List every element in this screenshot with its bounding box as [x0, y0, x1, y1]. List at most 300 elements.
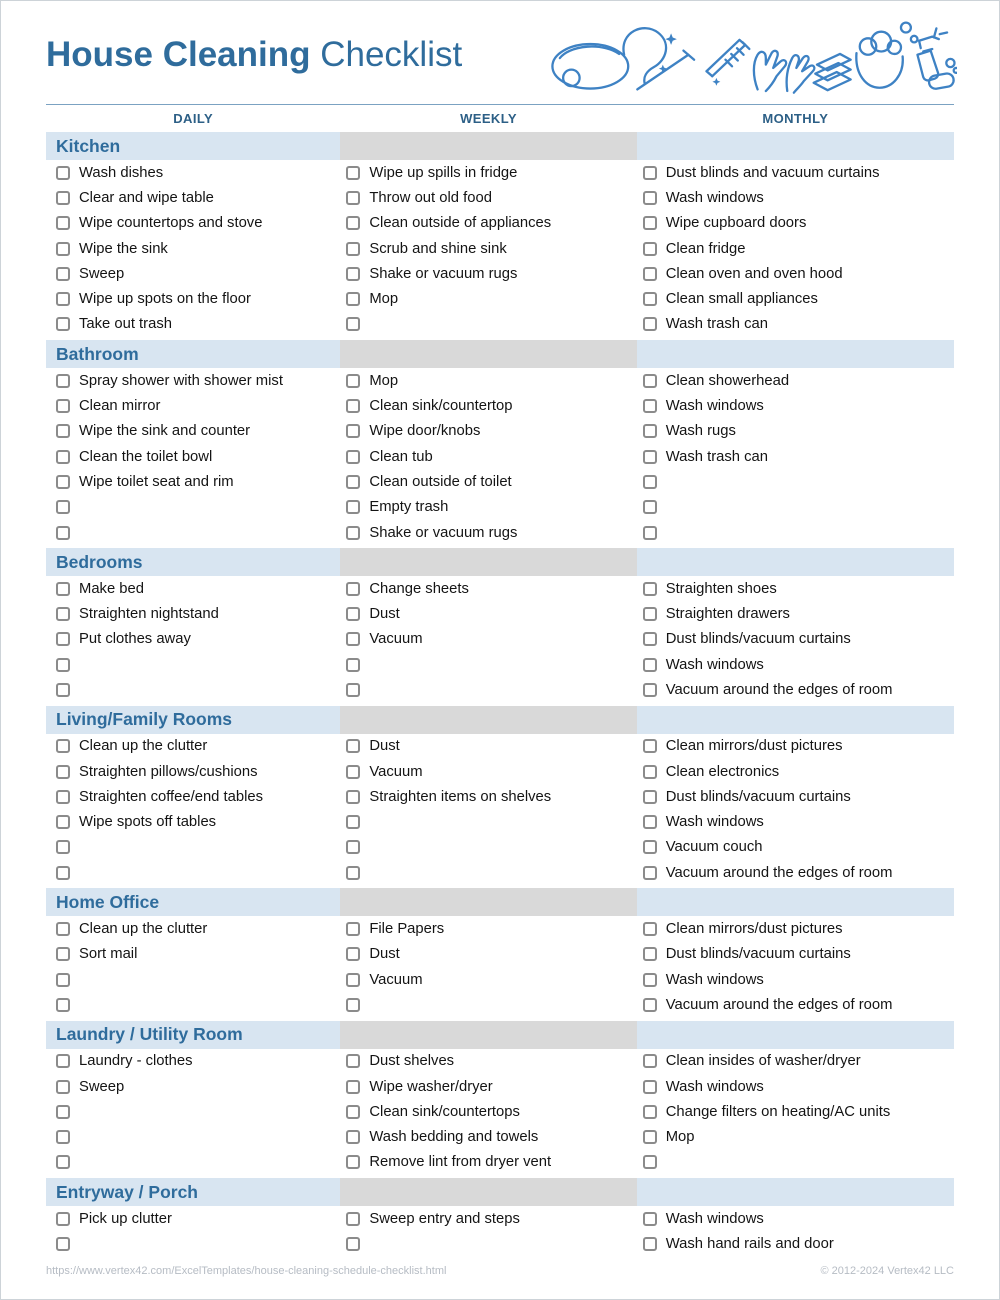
task-label: Wipe cupboard doors [665, 215, 807, 232]
section-band-cell-weekly [340, 1178, 636, 1206]
section-band-cell-monthly [637, 340, 954, 368]
column-header-daily: DAILY [173, 111, 214, 126]
checkbox-bathroom-daily-7[interactable] [56, 526, 70, 540]
task-cell-monthly [637, 1074, 954, 1099]
task-label: Dust shelves [369, 1053, 455, 1070]
checkbox-kitchen-daily-1[interactable] [56, 166, 70, 180]
task-label: Clean mirrors/dust pictures [665, 921, 843, 938]
task-label: Straighten nightstand [79, 606, 219, 623]
checkbox-home-office-monthly-2[interactable] [643, 947, 657, 961]
checkbox-laundry-utility-room-daily-2[interactable] [56, 1080, 70, 1094]
checkbox-home-office-weekly-2[interactable] [346, 947, 360, 961]
task-label: Clear and wipe table [79, 189, 214, 206]
checkbox-home-office-monthly-1[interactable] [643, 922, 657, 936]
checkbox-laundry-utility-room-monthly-1[interactable] [643, 1054, 657, 1068]
column-header-weekly: WEEKLY [460, 111, 517, 126]
checkbox-bedrooms-daily-1[interactable] [56, 582, 70, 596]
task-cell-daily [46, 1125, 340, 1150]
sparkles-icon [659, 33, 720, 85]
task-label: Wipe washer/dryer [369, 1078, 493, 1095]
checkbox-kitchen-weekly-2[interactable] [346, 191, 360, 205]
checkbox-bedrooms-monthly-4[interactable] [643, 658, 657, 672]
task-cell-weekly [340, 393, 636, 418]
section-band-cell-monthly [637, 132, 954, 160]
checkbox-living-family-rooms-weekly-4[interactable] [346, 815, 360, 829]
section-band-cell-weekly [340, 706, 636, 734]
section-title-bedrooms: Bedrooms [56, 551, 143, 572]
task-label: Wipe up spots on the floor [79, 291, 251, 308]
task-label: Clean up the clutter [79, 921, 208, 938]
checkbox-kitchen-monthly-6[interactable] [643, 292, 657, 306]
checkbox-home-office-daily-1[interactable] [56, 922, 70, 936]
task-cell-monthly [637, 1206, 954, 1231]
task-label: Change filters on heating/AC units [665, 1103, 891, 1120]
task-label: Vacuum [369, 631, 423, 648]
gloves-icon [754, 51, 786, 91]
task-cell-daily [46, 1150, 340, 1175]
task-cell-weekly [340, 942, 636, 967]
checkbox-living-family-rooms-weekly-2[interactable] [346, 765, 360, 779]
checkbox-laundry-utility-room-monthly-4[interactable] [643, 1130, 657, 1144]
task-row [46, 160, 954, 185]
task-cell-daily [46, 677, 340, 702]
checkbox-living-family-rooms-weekly-1[interactable] [346, 739, 360, 753]
task-cell-monthly [637, 677, 954, 702]
footer [46, 1265, 954, 1277]
task-cell-monthly [637, 835, 954, 860]
task-label: Clean sink/countertop [369, 398, 513, 415]
task-label: Mop [665, 1129, 695, 1146]
task-label: Clean outside of toilet [369, 473, 512, 490]
task-row [46, 1099, 954, 1124]
checkbox-home-office-daily-4[interactable] [56, 998, 70, 1012]
checkbox-living-family-rooms-monthly-6[interactable] [643, 866, 657, 880]
section-band-cell-daily [46, 706, 340, 734]
checkbox-kitchen-daily-6[interactable] [56, 292, 70, 306]
task-label: Clean electronics [665, 763, 780, 780]
checkbox-kitchen-daily-3[interactable] [56, 216, 70, 230]
checkbox-laundry-utility-room-monthly-5[interactable] [643, 1155, 657, 1169]
section-band-living-family-rooms [46, 706, 954, 734]
task-row [46, 967, 954, 992]
task-cell-weekly [340, 734, 636, 759]
task-row [46, 393, 954, 418]
checkbox-laundry-utility-room-daily-4[interactable] [56, 1130, 70, 1144]
task-cell-daily [46, 160, 340, 185]
task-cell-weekly [340, 368, 636, 393]
task-cell-monthly [637, 185, 954, 210]
checkbox-bathroom-daily-1[interactable] [56, 374, 70, 388]
task-label: Sweep entry and steps [369, 1210, 520, 1227]
checkbox-laundry-utility-room-monthly-3[interactable] [643, 1105, 657, 1119]
checkbox-bathroom-weekly-7[interactable] [346, 526, 360, 540]
task-cell-daily [46, 576, 340, 601]
task-cell-weekly [340, 1049, 636, 1074]
task-label: Empty trash [369, 499, 449, 516]
task-label: Mop [369, 372, 399, 389]
task-cell-monthly [637, 368, 954, 393]
checkbox-bathroom-daily-4[interactable] [56, 450, 70, 464]
checkbox-living-family-rooms-weekly-3[interactable] [346, 790, 360, 804]
task-label: Clean mirror [79, 398, 161, 415]
task-cell-weekly [340, 759, 636, 784]
checkbox-bathroom-weekly-3[interactable] [346, 424, 360, 438]
section-title-bathroom: Bathroom [56, 343, 139, 364]
task-row [46, 1231, 954, 1256]
task-cell-weekly [340, 419, 636, 444]
section-band-cell-weekly [340, 548, 636, 576]
checkbox-entryway-porch-monthly-1[interactable] [643, 1212, 657, 1226]
task-label: Wash windows [665, 1210, 764, 1227]
checkbox-entryway-porch-weekly-2[interactable] [346, 1237, 360, 1251]
task-label: Vacuum around the edges of room [665, 864, 893, 881]
task-row [46, 185, 954, 210]
task-cell-weekly [340, 967, 636, 992]
checkbox-kitchen-daily-7[interactable] [56, 317, 70, 331]
task-cell-weekly [340, 810, 636, 835]
task-label: Laundry - clothes [79, 1053, 193, 1070]
task-label: Wipe the sink and counter [79, 423, 251, 440]
task-label: Clean tub [369, 448, 433, 465]
section-band-cell-daily [46, 888, 340, 916]
checkbox-laundry-utility-room-daily-3[interactable] [56, 1105, 70, 1119]
checkbox-bedrooms-weekly-5[interactable] [346, 683, 360, 697]
task-label: Dust blinds and vacuum curtains [665, 164, 880, 181]
section-band-cell-monthly [637, 548, 954, 576]
checkbox-bedrooms-daily-5[interactable] [56, 683, 70, 697]
checkbox-bedrooms-daily-4[interactable] [56, 658, 70, 672]
task-row [46, 211, 954, 236]
task-cell-monthly [637, 419, 954, 444]
checkbox-bathroom-monthly-7[interactable] [643, 526, 657, 540]
checkbox-laundry-utility-room-weekly-4[interactable] [346, 1130, 360, 1144]
task-cell-monthly [637, 1099, 954, 1124]
checkbox-kitchen-monthly-4[interactable] [643, 242, 657, 256]
section-band-cell-monthly [637, 1021, 954, 1049]
task-label: Wash trash can [665, 448, 768, 465]
checkbox-kitchen-monthly-5[interactable] [643, 267, 657, 281]
checkbox-laundry-utility-room-daily-5[interactable] [56, 1155, 70, 1169]
checkbox-entryway-porch-monthly-2[interactable] [643, 1237, 657, 1251]
task-cell-monthly [637, 393, 954, 418]
title-light: Checklist [310, 35, 463, 74]
checkbox-bathroom-monthly-1[interactable] [643, 374, 657, 388]
task-cell-monthly [637, 469, 954, 494]
section-band-bathroom [46, 340, 954, 368]
checkbox-home-office-weekly-3[interactable] [346, 973, 360, 987]
task-label: Straighten coffee/end tables [79, 788, 264, 805]
section-band-cell-daily [46, 132, 340, 160]
checkbox-bedrooms-weekly-1[interactable] [346, 582, 360, 596]
task-label: Sweep [79, 265, 125, 282]
task-cell-weekly [340, 601, 636, 626]
checkbox-laundry-utility-room-weekly-1[interactable] [346, 1054, 360, 1068]
checkbox-home-office-daily-2[interactable] [56, 947, 70, 961]
title-bold: House Cleaning [46, 35, 311, 74]
section-band-laundry-utility-room [46, 1021, 954, 1049]
bucket-icon [856, 53, 902, 88]
checkbox-kitchen-daily-5[interactable] [56, 267, 70, 281]
task-cell-daily [46, 286, 340, 311]
task-cell-daily [46, 495, 340, 520]
checkbox-bedrooms-weekly-4[interactable] [346, 658, 360, 672]
checkbox-kitchen-daily-4[interactable] [56, 242, 70, 256]
task-cell-daily [46, 1074, 340, 1099]
checkbox-home-office-monthly-4[interactable] [643, 998, 657, 1012]
checkbox-bathroom-weekly-1[interactable] [346, 374, 360, 388]
task-cell-daily [46, 942, 340, 967]
checkbox-bedrooms-daily-3[interactable] [56, 632, 70, 646]
task-cell-weekly [340, 1125, 636, 1150]
task-cell-monthly [637, 236, 954, 261]
checkbox-living-family-rooms-daily-6[interactable] [56, 866, 70, 880]
checkbox-living-family-rooms-daily-1[interactable] [56, 739, 70, 753]
section-band-cell-weekly [340, 888, 636, 916]
checkbox-kitchen-weekly-3[interactable] [346, 216, 360, 230]
task-label: Wipe door/knobs [369, 423, 481, 440]
checkbox-bathroom-weekly-2[interactable] [346, 399, 360, 413]
checkbox-kitchen-monthly-2[interactable] [643, 191, 657, 205]
task-label: Wipe up spills in fridge [369, 164, 518, 181]
checkbox-kitchen-weekly-6[interactable] [346, 292, 360, 306]
task-cell-monthly [637, 160, 954, 185]
task-cell-daily [46, 992, 340, 1017]
task-label: Sort mail [79, 946, 138, 963]
task-cell-weekly [340, 469, 636, 494]
checkbox-bathroom-weekly-4[interactable] [346, 450, 360, 464]
soap-icon [928, 72, 955, 89]
checkbox-living-family-rooms-daily-3[interactable] [56, 790, 70, 804]
task-cell-weekly [340, 312, 636, 337]
task-cell-daily [46, 601, 340, 626]
task-cell-daily [46, 916, 340, 941]
task-row [46, 419, 954, 444]
checkbox-home-office-daily-3[interactable] [56, 973, 70, 987]
task-cell-monthly [637, 916, 954, 941]
task-cell-weekly [340, 1150, 636, 1175]
checkbox-bedrooms-daily-2[interactable] [56, 607, 70, 621]
task-cell-daily [46, 368, 340, 393]
task-cell-weekly [340, 1231, 636, 1256]
task-label: Sweep [79, 1078, 125, 1095]
task-label: Wash dishes [79, 164, 164, 181]
task-cell-monthly [637, 734, 954, 759]
checkbox-home-office-monthly-3[interactable] [643, 973, 657, 987]
checkbox-living-family-rooms-daily-2[interactable] [56, 765, 70, 779]
task-label: Wipe countertops and stove [79, 215, 263, 232]
task-label: Clean small appliances [665, 291, 818, 308]
checkbox-bathroom-weekly-6[interactable] [346, 500, 360, 514]
checkbox-bedrooms-weekly-3[interactable] [346, 632, 360, 646]
task-cell-weekly [340, 1074, 636, 1099]
checkbox-kitchen-monthly-3[interactable] [643, 216, 657, 230]
task-row [46, 992, 954, 1017]
task-label: Wipe toilet seat and rim [79, 473, 234, 490]
checkbox-bedrooms-monthly-1[interactable] [643, 582, 657, 596]
task-cell-monthly [637, 1231, 954, 1256]
checkbox-bathroom-monthly-4[interactable] [643, 450, 657, 464]
checkbox-living-family-rooms-daily-4[interactable] [56, 815, 70, 829]
task-cell-weekly [340, 1099, 636, 1124]
task-row [46, 601, 954, 626]
checkbox-entryway-porch-daily-1[interactable] [56, 1212, 70, 1226]
task-cell-weekly [340, 576, 636, 601]
checkbox-laundry-utility-room-weekly-2[interactable] [346, 1080, 360, 1094]
task-cell-monthly [637, 784, 954, 809]
checkbox-living-family-rooms-daily-5[interactable] [56, 840, 70, 854]
task-cell-weekly [340, 652, 636, 677]
task-cell-monthly [637, 211, 954, 236]
task-label: Clean sink/countertops [369, 1103, 520, 1120]
task-row [46, 860, 954, 885]
checkbox-kitchen-weekly-1[interactable] [346, 166, 360, 180]
checkbox-kitchen-weekly-5[interactable] [346, 267, 360, 281]
task-cell-monthly [637, 520, 954, 545]
task-label: Clean oven and oven hood [665, 265, 843, 282]
task-cell-daily [46, 627, 340, 652]
task-label: Dust [369, 738, 400, 755]
task-label: Clean mirrors/dust pictures [665, 738, 843, 755]
checkbox-living-family-rooms-weekly-5[interactable] [346, 840, 360, 854]
task-label: Straighten drawers [665, 606, 790, 623]
task-row [46, 677, 954, 702]
checkbox-bathroom-monthly-3[interactable] [643, 424, 657, 438]
task-cell-monthly [637, 860, 954, 885]
checkbox-kitchen-monthly-7[interactable] [643, 317, 657, 331]
section-band-cell-daily [46, 1021, 340, 1049]
task-label: Spray shower with shower mist [79, 372, 283, 389]
task-label: Wash trash can [665, 316, 768, 333]
footer-url: https://www.vertex42.com/ExcelTemplates/house-cleaning-schedule-checklist.html [46, 1264, 447, 1277]
task-label: Clean fridge [665, 240, 746, 257]
checkbox-kitchen-weekly-7[interactable] [346, 317, 360, 331]
task-label: Wash windows [665, 189, 764, 206]
checkbox-bathroom-monthly-2[interactable] [643, 399, 657, 413]
task-cell-daily [46, 1206, 340, 1231]
task-label: Straighten shoes [665, 580, 777, 597]
checkbox-living-family-rooms-monthly-3[interactable] [643, 790, 657, 804]
task-label: Make bed [79, 580, 144, 597]
checkbox-bathroom-daily-3[interactable] [56, 424, 70, 438]
checkbox-living-family-rooms-monthly-2[interactable] [643, 765, 657, 779]
checkbox-home-office-weekly-4[interactable] [346, 998, 360, 1012]
checkbox-bathroom-daily-5[interactable] [56, 475, 70, 489]
task-cell-weekly [340, 520, 636, 545]
section-band-entryway-porch [46, 1178, 954, 1206]
page-title [46, 35, 462, 75]
task-row [46, 759, 954, 784]
task-cell-monthly [637, 759, 954, 784]
task-cell-monthly [637, 261, 954, 286]
task-label: Put clothes away [79, 631, 191, 648]
task-cell-weekly [340, 444, 636, 469]
task-row [46, 495, 954, 520]
checkbox-bathroom-monthly-5[interactable] [643, 475, 657, 489]
checkbox-bathroom-daily-6[interactable] [56, 500, 70, 514]
task-row [46, 627, 954, 652]
task-row [46, 1206, 954, 1231]
cleaning-supplies-illustration [545, 11, 957, 101]
checkbox-laundry-utility-room-weekly-5[interactable] [346, 1155, 360, 1169]
task-row [46, 916, 954, 941]
task-cell-daily [46, 236, 340, 261]
checkbox-bedrooms-weekly-2[interactable] [346, 607, 360, 621]
checkbox-home-office-weekly-1[interactable] [346, 922, 360, 936]
task-row [46, 784, 954, 809]
task-cell-weekly [340, 261, 636, 286]
task-label: Wash bedding and towels [369, 1129, 539, 1146]
checkbox-kitchen-daily-2[interactable] [56, 191, 70, 205]
section-band-cell-monthly [637, 888, 954, 916]
task-label: Clean the toilet bowl [79, 448, 213, 465]
section-band-bedrooms [46, 548, 954, 576]
task-cell-weekly [340, 211, 636, 236]
task-label: Straighten items on shelves [369, 788, 552, 805]
task-cell-monthly [637, 627, 954, 652]
checkbox-bathroom-monthly-6[interactable] [643, 500, 657, 514]
task-label: Throw out old food [369, 189, 492, 206]
checkbox-laundry-utility-room-monthly-2[interactable] [643, 1080, 657, 1094]
checkbox-entryway-porch-weekly-1[interactable] [346, 1212, 360, 1226]
task-cell-daily [46, 393, 340, 418]
task-label: Dust [369, 946, 400, 963]
task-cell-daily [46, 759, 340, 784]
checkbox-kitchen-monthly-1[interactable] [643, 166, 657, 180]
section-band-cell-daily [46, 1178, 340, 1206]
checkbox-bathroom-weekly-5[interactable] [346, 475, 360, 489]
section-band-cell-daily [46, 548, 340, 576]
task-label: Clean outside of appliances [369, 215, 552, 232]
task-cell-weekly [340, 835, 636, 860]
checkbox-entryway-porch-daily-2[interactable] [56, 1237, 70, 1251]
task-cell-weekly [340, 286, 636, 311]
task-cell-monthly [637, 652, 954, 677]
task-row [46, 236, 954, 261]
checkbox-living-family-rooms-monthly-4[interactable] [643, 815, 657, 829]
task-cell-daily [46, 835, 340, 860]
task-label: Dust blinds/vacuum curtains [665, 788, 851, 805]
task-label: Vacuum couch [665, 839, 763, 856]
task-label: Wash windows [665, 656, 764, 673]
checkbox-bedrooms-monthly-2[interactable] [643, 607, 657, 621]
task-label: Shake or vacuum rugs [369, 265, 518, 282]
checkbox-living-family-rooms-weekly-6[interactable] [346, 866, 360, 880]
task-cell-daily [46, 1099, 340, 1124]
checkbox-laundry-utility-room-daily-1[interactable] [56, 1054, 70, 1068]
checkbox-bathroom-daily-2[interactable] [56, 399, 70, 413]
checkbox-living-family-rooms-monthly-5[interactable] [643, 840, 657, 854]
task-label: Vacuum around the edges of room [665, 996, 893, 1013]
task-label: Remove lint from dryer vent [369, 1154, 552, 1171]
task-label: Dust blinds/vacuum curtains [665, 631, 851, 648]
section-band-cell-weekly [340, 340, 636, 368]
checkbox-laundry-utility-room-weekly-3[interactable] [346, 1105, 360, 1119]
task-row [46, 469, 954, 494]
sections [46, 132, 954, 1260]
task-row [46, 576, 954, 601]
checkbox-kitchen-weekly-4[interactable] [346, 242, 360, 256]
section-band-cell-monthly [637, 1178, 954, 1206]
task-row [46, 835, 954, 860]
task-cell-daily [46, 261, 340, 286]
task-cell-weekly [340, 784, 636, 809]
checkbox-bedrooms-monthly-3[interactable] [643, 632, 657, 646]
task-cell-daily [46, 419, 340, 444]
checkbox-bedrooms-monthly-5[interactable] [643, 683, 657, 697]
checkbox-living-family-rooms-monthly-1[interactable] [643, 739, 657, 753]
column-header-monthly: MONTHLY [762, 111, 829, 126]
task-cell-monthly [637, 576, 954, 601]
